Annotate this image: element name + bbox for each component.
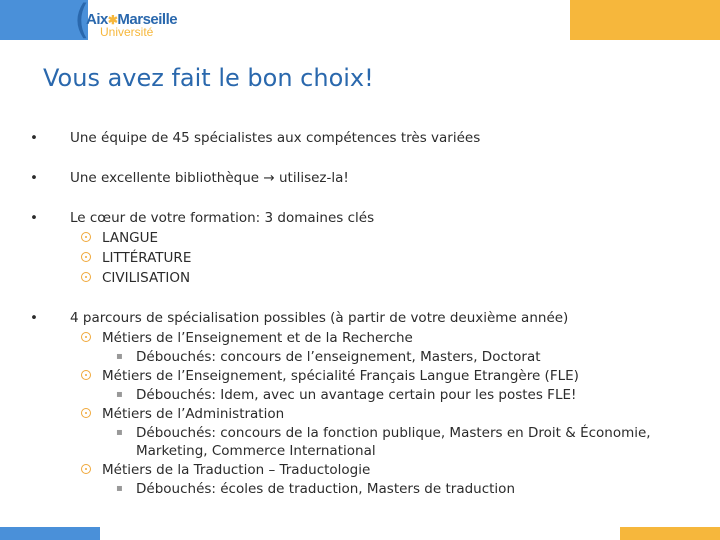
domain-item: LANGUE — [30, 228, 700, 248]
bottom-right-color-band — [620, 527, 720, 540]
bullet-dot-icon: • — [30, 210, 38, 226]
track-item: Métiers de l’Enseignement et de la Recherche — [30, 328, 700, 348]
bullet-dot-icon: • — [30, 130, 38, 146]
circled-dot-icon — [81, 408, 91, 418]
track-detail: ▪ Débouchés: Idem, avec un avantage certain pour les postes FLE! — [116, 387, 577, 403]
bottom-left-color-band — [0, 527, 100, 540]
bullet-specialisation — [30, 308, 700, 498]
circled-dot-icon — [81, 232, 91, 242]
circled-dot-icon — [81, 272, 91, 282]
logo-bracket-icon: ( — [74, 0, 90, 43]
bullet-dot-icon: • — [30, 310, 38, 326]
track-item: Métiers de l’Enseignement, spécialité Français Langue Etrangère (FLE) — [30, 366, 700, 386]
logo-star-icon: ✱ — [107, 13, 118, 27]
bullet-text: 4 parcours de spécialisation possibles (à partir de votre deuxième année) — [70, 310, 569, 326]
logo-line1: Aix✱Marseille — [86, 11, 178, 28]
bullet-text: Une équipe de 45 spécialistes aux compétences très variées — [70, 130, 481, 146]
circled-dot-icon — [81, 370, 91, 380]
slide-title: Vous avez fait le bon choix! — [43, 64, 374, 92]
slide-content — [30, 128, 700, 518]
university-logo — [74, 0, 184, 46]
circled-dot-icon — [81, 464, 91, 474]
circled-dot-icon — [81, 332, 91, 342]
bullet-core-domains — [30, 208, 700, 288]
bullet-text: Le cœur de votre formation: 3 domaines clés — [70, 210, 375, 226]
bullet-library — [30, 168, 700, 188]
track-item: Métiers de la Traduction – Traductologie — [30, 460, 700, 480]
bullet-dot-icon: • — [30, 170, 38, 186]
small-square-icon: ▪ — [116, 389, 123, 400]
circled-dot-icon — [81, 252, 91, 262]
track-detail: ▪ Débouchés: concours de l’enseignement, Masters, Doctorat — [116, 349, 541, 365]
bullet-team — [30, 128, 700, 148]
domain-item: LITTÉRATURE — [30, 248, 700, 268]
track-item: Métiers de l’Administration — [30, 404, 700, 424]
track-detail: ▪ Débouchés: concours de la fonction publique, Masters en Droit & Économie, Marketing, Commerce International — [116, 425, 651, 459]
bullet-text: Une excellente bibliothèque → utilisez-la! — [70, 170, 349, 186]
small-square-icon: ▪ — [116, 351, 123, 362]
small-square-icon: ▪ — [116, 483, 123, 494]
domain-item: CIVILISATION — [30, 268, 700, 288]
logo-line2: Université — [100, 25, 154, 39]
small-square-icon: ▪ — [116, 427, 123, 438]
track-detail: ▪ Débouchés: écoles de traduction, Masters de traduction — [116, 481, 516, 497]
top-right-color-band — [570, 0, 720, 40]
